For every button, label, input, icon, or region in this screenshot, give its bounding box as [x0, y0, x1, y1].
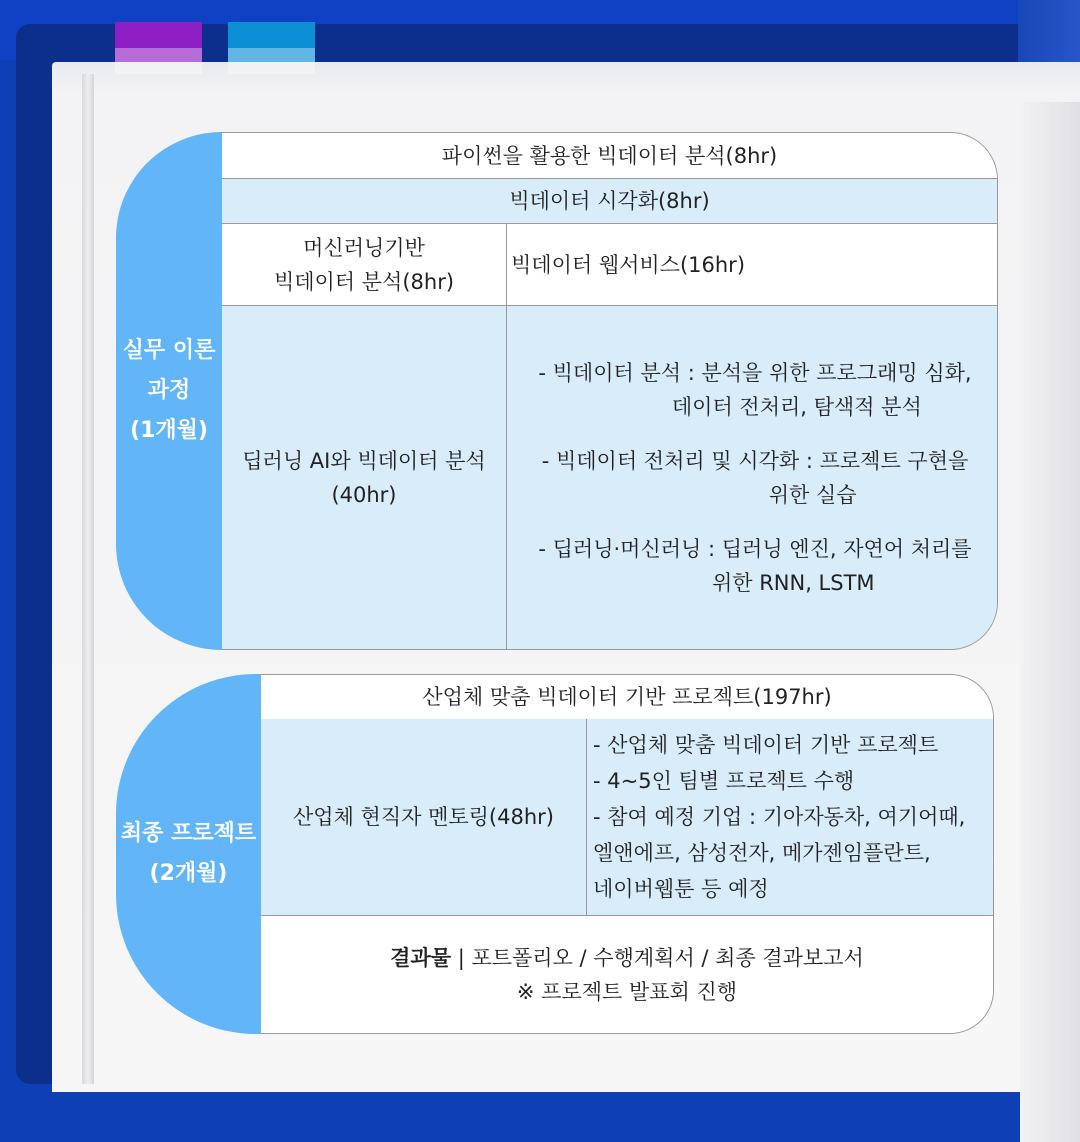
final-project-section: [116, 674, 994, 1034]
course-deep-learning: 딥러닝 AI와 빅데이터 분석 (40hr): [222, 305, 506, 649]
project-detail-text: - 산업체 맞춤 빅데이터 기반 프로젝트 - 4~5인 팀별 프로젝트 수행 - 참여 예정 기업 : 기아자동차, 여기어때, 엘앤에프, 삼성전자, 메가젠임플란트, 네이버웹툰 등 예정: [593, 733, 966, 901]
results-line: [390, 941, 864, 975]
course-webservice: 빅데이터 웹서비스(16hr): [506, 223, 997, 305]
final-project-label: 최종 프로젝트 (2개월): [116, 674, 261, 1034]
course-ml-analysis: 머신러닝기반 빅데이터 분석(8hr): [222, 223, 506, 305]
course-detail-list: [506, 305, 997, 649]
tab-shadow: [228, 48, 315, 74]
detail-item: - 빅데이터 전처리 및 시각화 : 프로젝트 구현을 위한 실습: [541, 448, 969, 507]
course-visualization: 빅데이터 시각화(8hr): [222, 178, 997, 223]
results-cell: [261, 915, 993, 1033]
page-curl: [1020, 102, 1080, 1142]
presentation-note: ※ 프로젝트 발표회 진행: [516, 979, 738, 1004]
tab-shadow: [115, 48, 202, 74]
mentoring-cell: 산업체 현직자 멘토링(48hr): [261, 719, 586, 915]
detail-item: - 빅데이터 분석 : 분석을 위한 프로그래밍 심화, 데이터 전처리, 탐색적 분석: [538, 360, 972, 419]
theory-course-section: [116, 132, 998, 650]
results-label: 결과물: [390, 945, 452, 970]
detail-item: - 딥러닝·머신러닝 : 딥러닝 엔진, 자연어 처리를 위한 RNN, LSTM: [538, 536, 972, 595]
project-title: 산업체 맞춤 빅데이터 기반 프로젝트(197hr): [261, 675, 993, 719]
theory-course-label: 실무 이론 과정 (1개월): [116, 132, 222, 650]
project-detail-cell: [586, 719, 993, 915]
results-text: | 포트폴리오 / 수행계획서 / 최종 결과보고서: [451, 945, 864, 970]
course-python-analysis: 파이썬을 활용한 빅데이터 분석(8hr): [222, 133, 997, 178]
theory-course-table: [222, 132, 998, 650]
final-project-table: [261, 674, 994, 1034]
